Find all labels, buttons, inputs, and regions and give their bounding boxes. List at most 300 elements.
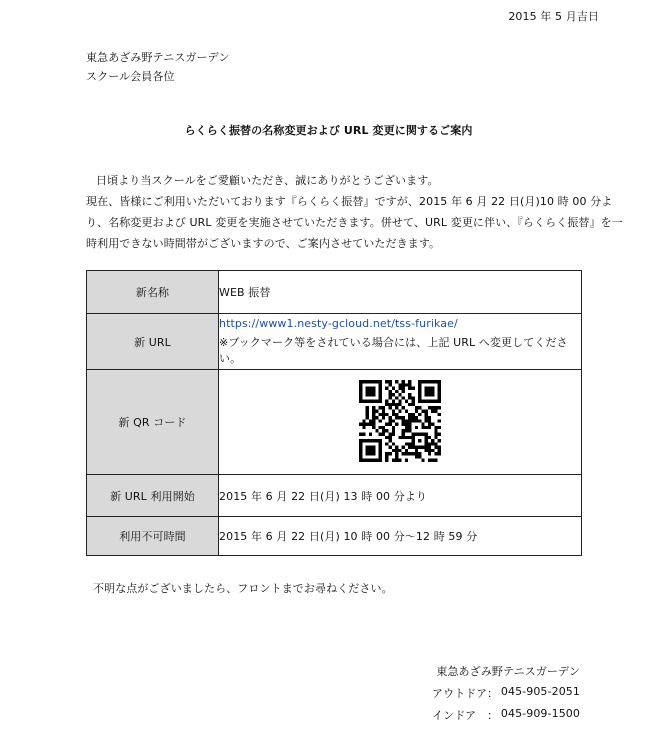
qr-module bbox=[421, 422, 424, 425]
qr-module bbox=[379, 386, 382, 389]
qr-module bbox=[389, 406, 392, 409]
qr-module bbox=[379, 412, 382, 415]
qr-module bbox=[431, 409, 434, 412]
qr-module bbox=[398, 399, 401, 402]
qr-module bbox=[395, 402, 398, 405]
qr-module bbox=[411, 396, 414, 399]
qr-module bbox=[431, 448, 434, 451]
qr-module bbox=[395, 396, 398, 399]
recipient-organization: 東急あざみ野テニスガーデン bbox=[86, 51, 230, 64]
qr-module bbox=[375, 439, 378, 442]
qr-module bbox=[425, 386, 428, 389]
qr-module bbox=[395, 448, 398, 451]
new-name-label: 新名称 bbox=[87, 271, 219, 314]
qr-module bbox=[425, 380, 428, 383]
qr-module bbox=[369, 439, 372, 442]
qr-module bbox=[362, 439, 365, 442]
qr-module bbox=[359, 442, 362, 445]
qr-module bbox=[431, 399, 434, 402]
qr-module bbox=[372, 389, 375, 392]
qr-module bbox=[375, 416, 378, 419]
qr-module bbox=[385, 442, 388, 445]
qr-module bbox=[375, 380, 378, 383]
qr-module bbox=[428, 445, 431, 448]
qr-module bbox=[385, 380, 388, 383]
qr-module bbox=[418, 419, 421, 422]
qr-module bbox=[395, 422, 398, 425]
qr-module bbox=[425, 399, 428, 402]
qr-module bbox=[434, 445, 437, 448]
qr-module bbox=[359, 445, 362, 448]
qr-module bbox=[389, 432, 392, 435]
qr-module bbox=[385, 422, 388, 425]
qr-module bbox=[405, 422, 408, 425]
qr-module bbox=[366, 393, 369, 396]
qr-module bbox=[418, 432, 421, 435]
qr-module bbox=[415, 455, 418, 458]
qr-module bbox=[369, 380, 372, 383]
qr-module bbox=[379, 458, 382, 461]
qr-module bbox=[425, 393, 428, 396]
qr-module bbox=[369, 393, 372, 396]
new-name-value: WEB 振替 bbox=[219, 271, 582, 314]
qr-module bbox=[369, 458, 372, 461]
qr-module bbox=[366, 448, 369, 451]
qr-module bbox=[372, 425, 375, 428]
qr-module bbox=[392, 402, 395, 405]
qr-module bbox=[398, 435, 401, 438]
qr-module bbox=[411, 419, 414, 422]
qr-module bbox=[395, 458, 398, 461]
closing-text: 不明な点がございましたら、フロントまでお尋ねください。 bbox=[93, 582, 393, 595]
qr-module bbox=[428, 452, 431, 455]
qr-module bbox=[415, 445, 418, 448]
start-value: 2015 年 6 月 22 日(月) 13 時 00 分より bbox=[219, 475, 582, 517]
qr-module bbox=[428, 448, 431, 451]
qr-module bbox=[359, 386, 362, 389]
qr-module bbox=[418, 396, 421, 399]
qr-module bbox=[428, 425, 431, 428]
qr-module bbox=[438, 406, 441, 409]
qr-module bbox=[392, 458, 395, 461]
qr-module bbox=[366, 380, 369, 383]
qr-module bbox=[425, 419, 428, 422]
qr-module bbox=[411, 386, 414, 389]
qr-module bbox=[405, 383, 408, 386]
qr-module bbox=[434, 452, 437, 455]
qr-module bbox=[411, 399, 414, 402]
qr-module bbox=[408, 435, 411, 438]
qr-module bbox=[434, 406, 437, 409]
qr-module bbox=[428, 422, 431, 425]
qr-module bbox=[411, 416, 414, 419]
qr-module bbox=[411, 439, 414, 442]
qr-module bbox=[398, 383, 401, 386]
qr-module bbox=[398, 409, 401, 412]
qr-module bbox=[428, 458, 431, 461]
qr-module bbox=[418, 393, 421, 396]
qr-module bbox=[418, 455, 421, 458]
qr-module bbox=[408, 380, 411, 383]
qr-module bbox=[402, 419, 405, 422]
qr-module bbox=[418, 383, 421, 386]
qr-module bbox=[379, 448, 382, 451]
qr-module bbox=[402, 416, 405, 419]
qr-module bbox=[379, 393, 382, 396]
table-row-start bbox=[87, 475, 582, 517]
qr-module bbox=[382, 425, 385, 428]
table-row-qr-code bbox=[87, 370, 582, 475]
qr-module bbox=[379, 419, 382, 422]
qr-module bbox=[438, 419, 441, 422]
paragraph-line: り、名称変更および URL 変更を実施させていただきます。併せて、URL 変更に伴い、『らくらく振替』を一 bbox=[86, 216, 623, 229]
qr-module bbox=[366, 439, 369, 442]
qr-module bbox=[359, 383, 362, 386]
qr-module bbox=[438, 380, 441, 383]
qr-module bbox=[411, 445, 414, 448]
qr-module bbox=[402, 452, 405, 455]
qr-module bbox=[434, 432, 437, 435]
qr-module bbox=[392, 429, 395, 432]
qr-module bbox=[372, 380, 375, 383]
qr-module bbox=[408, 419, 411, 422]
qr-module bbox=[379, 432, 382, 435]
qr-module bbox=[418, 452, 421, 455]
qr-module bbox=[359, 439, 362, 442]
qr-module bbox=[389, 380, 392, 383]
qr-module bbox=[389, 419, 392, 422]
qr-module bbox=[418, 389, 421, 392]
qr-module bbox=[366, 389, 369, 392]
qr-module bbox=[372, 399, 375, 402]
qr-module bbox=[362, 432, 365, 435]
qr-module bbox=[408, 416, 411, 419]
qr-module bbox=[369, 448, 372, 451]
qr-module bbox=[408, 412, 411, 415]
qr-module bbox=[434, 409, 437, 412]
qr-module bbox=[438, 389, 441, 392]
qr-module bbox=[366, 452, 369, 455]
new-url-link[interactable]: https://www1.nesty-gcloud.net/tss-furikae/ bbox=[219, 317, 458, 330]
qr-module bbox=[402, 383, 405, 386]
qr-module bbox=[372, 406, 375, 409]
qr-module bbox=[421, 399, 424, 402]
qr-module bbox=[359, 432, 362, 435]
unavailable-value: 2015 年 6 月 22 日(月) 10 時 00 分〜12 時 59 分 bbox=[219, 517, 582, 556]
qr-module bbox=[398, 416, 401, 419]
qr-module bbox=[431, 406, 434, 409]
qr-module bbox=[372, 412, 375, 415]
qr-module bbox=[379, 455, 382, 458]
qr-module bbox=[434, 380, 437, 383]
qr-module bbox=[402, 432, 405, 435]
qr-module bbox=[431, 422, 434, 425]
qr-module bbox=[438, 386, 441, 389]
qr-module bbox=[392, 412, 395, 415]
qr-module bbox=[428, 419, 431, 422]
qr-module bbox=[389, 402, 392, 405]
qr-module bbox=[395, 455, 398, 458]
qr-module bbox=[379, 389, 382, 392]
qr-module bbox=[398, 402, 401, 405]
qr-module bbox=[398, 448, 401, 451]
qr-module bbox=[392, 425, 395, 428]
qr-module bbox=[405, 419, 408, 422]
qr-module bbox=[428, 406, 431, 409]
qr-module bbox=[408, 396, 411, 399]
table-row-new-url bbox=[87, 314, 582, 370]
qr-module bbox=[402, 389, 405, 392]
qr-module bbox=[369, 386, 372, 389]
start-label: 新 URL 利用開始 bbox=[87, 475, 219, 517]
qr-module bbox=[425, 445, 428, 448]
qr-module bbox=[438, 452, 441, 455]
qr-module bbox=[411, 412, 414, 415]
qr-module bbox=[428, 416, 431, 419]
qr-module bbox=[428, 386, 431, 389]
qr-module bbox=[359, 422, 362, 425]
qr-module bbox=[389, 422, 392, 425]
qr-module bbox=[411, 432, 414, 435]
qr-module bbox=[411, 452, 414, 455]
qr-module bbox=[359, 448, 362, 451]
qr-module bbox=[405, 409, 408, 412]
qr-module bbox=[382, 416, 385, 419]
qr-code-image bbox=[359, 380, 441, 462]
qr-module bbox=[385, 429, 388, 432]
qr-module bbox=[372, 409, 375, 412]
qr-module bbox=[372, 393, 375, 396]
qr-module bbox=[369, 389, 372, 392]
qr-module bbox=[362, 419, 365, 422]
qr-module bbox=[425, 389, 428, 392]
qr-module bbox=[434, 435, 437, 438]
qr-module bbox=[375, 458, 378, 461]
paragraph-line: 日頃より当スクールをご愛顧いただき、誠にありがとうございます。 bbox=[96, 174, 439, 187]
qr-module bbox=[369, 399, 372, 402]
qr-module bbox=[389, 452, 392, 455]
qr-module bbox=[418, 399, 421, 402]
qr-module bbox=[405, 429, 408, 432]
qr-module bbox=[408, 386, 411, 389]
qr-module bbox=[434, 399, 437, 402]
qr-module bbox=[392, 386, 395, 389]
document-date: 2015 年 5 月吉日 bbox=[508, 10, 599, 23]
qr-module bbox=[418, 439, 421, 442]
qr-module bbox=[421, 380, 424, 383]
qr-module bbox=[398, 458, 401, 461]
qr-module bbox=[411, 402, 414, 405]
qr-module bbox=[382, 429, 385, 432]
qr-module bbox=[385, 386, 388, 389]
qr-module bbox=[382, 406, 385, 409]
qr-module bbox=[405, 458, 408, 461]
qr-module bbox=[438, 412, 441, 415]
qr-module bbox=[428, 399, 431, 402]
qr-module bbox=[369, 422, 372, 425]
qr-module bbox=[392, 432, 395, 435]
qr-module bbox=[359, 399, 362, 402]
qr-module bbox=[379, 383, 382, 386]
qr-module bbox=[438, 445, 441, 448]
qr-module bbox=[421, 425, 424, 428]
qr-module bbox=[438, 396, 441, 399]
qr-module bbox=[408, 445, 411, 448]
qr-code-cell bbox=[219, 370, 582, 475]
qr-module bbox=[359, 393, 362, 396]
qr-module bbox=[366, 412, 369, 415]
qr-module bbox=[405, 425, 408, 428]
qr-module bbox=[359, 396, 362, 399]
qr-module bbox=[431, 386, 434, 389]
qr-module bbox=[425, 432, 428, 435]
qr-module bbox=[362, 458, 365, 461]
qr-module bbox=[415, 406, 418, 409]
qr-module bbox=[385, 455, 388, 458]
qr-module bbox=[402, 422, 405, 425]
qr-module bbox=[415, 416, 418, 419]
qr-module bbox=[385, 412, 388, 415]
qr-module bbox=[366, 399, 369, 402]
indoor-label: インドア ： bbox=[432, 709, 499, 722]
qr-module bbox=[418, 386, 421, 389]
qr-module bbox=[379, 406, 382, 409]
qr-module bbox=[382, 412, 385, 415]
qr-module bbox=[425, 425, 428, 428]
qr-module bbox=[366, 406, 369, 409]
qr-module bbox=[372, 422, 375, 425]
qr-module bbox=[402, 386, 405, 389]
qr-module bbox=[402, 396, 405, 399]
qr-module bbox=[421, 445, 424, 448]
qr-module bbox=[418, 406, 421, 409]
qr-module bbox=[359, 458, 362, 461]
qr-module bbox=[402, 435, 405, 438]
qr-module bbox=[431, 393, 434, 396]
qr-module bbox=[389, 435, 392, 438]
qr-module bbox=[434, 458, 437, 461]
qr-module bbox=[428, 380, 431, 383]
indoor-phone: 045-909-1500 bbox=[500, 707, 580, 720]
qr-module bbox=[359, 452, 362, 455]
qr-module bbox=[431, 380, 434, 383]
qr-module bbox=[369, 432, 372, 435]
qr-module bbox=[392, 399, 395, 402]
qr-module bbox=[434, 429, 437, 432]
qr-module bbox=[408, 452, 411, 455]
qr-module bbox=[392, 419, 395, 422]
qr-module bbox=[438, 432, 441, 435]
qr-module bbox=[375, 399, 378, 402]
qr-module bbox=[438, 383, 441, 386]
qr-module bbox=[428, 442, 431, 445]
qr-module bbox=[405, 399, 408, 402]
qr-module bbox=[379, 442, 382, 445]
qr-module bbox=[408, 442, 411, 445]
qr-module bbox=[385, 399, 388, 402]
qr-module bbox=[402, 445, 405, 448]
qr-module bbox=[379, 445, 382, 448]
outdoor-label: アウトドア： bbox=[432, 687, 499, 700]
qr-module bbox=[372, 386, 375, 389]
qr-module bbox=[389, 445, 392, 448]
qr-module bbox=[369, 445, 372, 448]
table-row-unavailable bbox=[87, 517, 582, 556]
qr-module bbox=[366, 422, 369, 425]
qr-module bbox=[415, 452, 418, 455]
qr-module bbox=[418, 380, 421, 383]
qr-module bbox=[418, 412, 421, 415]
qr-module bbox=[389, 416, 392, 419]
qr-module bbox=[431, 442, 434, 445]
qr-module bbox=[395, 416, 398, 419]
qr-module bbox=[408, 383, 411, 386]
qr-module bbox=[392, 409, 395, 412]
qr-module bbox=[359, 455, 362, 458]
qr-module bbox=[372, 445, 375, 448]
qr-module bbox=[421, 458, 424, 461]
qr-module bbox=[366, 458, 369, 461]
qr-module bbox=[372, 452, 375, 455]
qr-module bbox=[385, 435, 388, 438]
qr-module bbox=[395, 406, 398, 409]
qr-module bbox=[425, 448, 428, 451]
qr-module bbox=[402, 406, 405, 409]
qr-module bbox=[415, 425, 418, 428]
qr-module bbox=[398, 386, 401, 389]
qr-module bbox=[425, 412, 428, 415]
qr-module bbox=[431, 458, 434, 461]
qr-module bbox=[379, 399, 382, 402]
qr-module bbox=[385, 458, 388, 461]
qr-module bbox=[392, 448, 395, 451]
qr-module bbox=[379, 439, 382, 442]
qr-module bbox=[372, 419, 375, 422]
qr-module bbox=[408, 425, 411, 428]
qr-module bbox=[382, 409, 385, 412]
qr-module bbox=[369, 419, 372, 422]
qr-module bbox=[431, 389, 434, 392]
qr-module bbox=[405, 448, 408, 451]
qr-module bbox=[408, 402, 411, 405]
recipient-members: スクール会員各位 bbox=[86, 70, 175, 83]
qr-module bbox=[359, 380, 362, 383]
qr-module bbox=[372, 448, 375, 451]
qr-module bbox=[434, 442, 437, 445]
qr-module bbox=[389, 383, 392, 386]
outdoor-phone: 045-905-2051 bbox=[500, 685, 580, 698]
qr-module bbox=[362, 380, 365, 383]
qr-module bbox=[395, 389, 398, 392]
qr-module bbox=[438, 393, 441, 396]
qr-module bbox=[395, 380, 398, 383]
qr-module bbox=[366, 409, 369, 412]
qr-module bbox=[425, 439, 428, 442]
qr-module bbox=[366, 386, 369, 389]
qr-module bbox=[372, 439, 375, 442]
new-url-cell bbox=[219, 314, 582, 370]
qr-module bbox=[398, 393, 401, 396]
qr-module bbox=[438, 399, 441, 402]
qr-module bbox=[379, 380, 382, 383]
qr-module bbox=[428, 435, 431, 438]
qr-module bbox=[375, 429, 378, 432]
qr-module bbox=[425, 435, 428, 438]
qr-module bbox=[411, 442, 414, 445]
qr-module bbox=[366, 445, 369, 448]
qr-module bbox=[385, 402, 388, 405]
qr-module bbox=[379, 452, 382, 455]
